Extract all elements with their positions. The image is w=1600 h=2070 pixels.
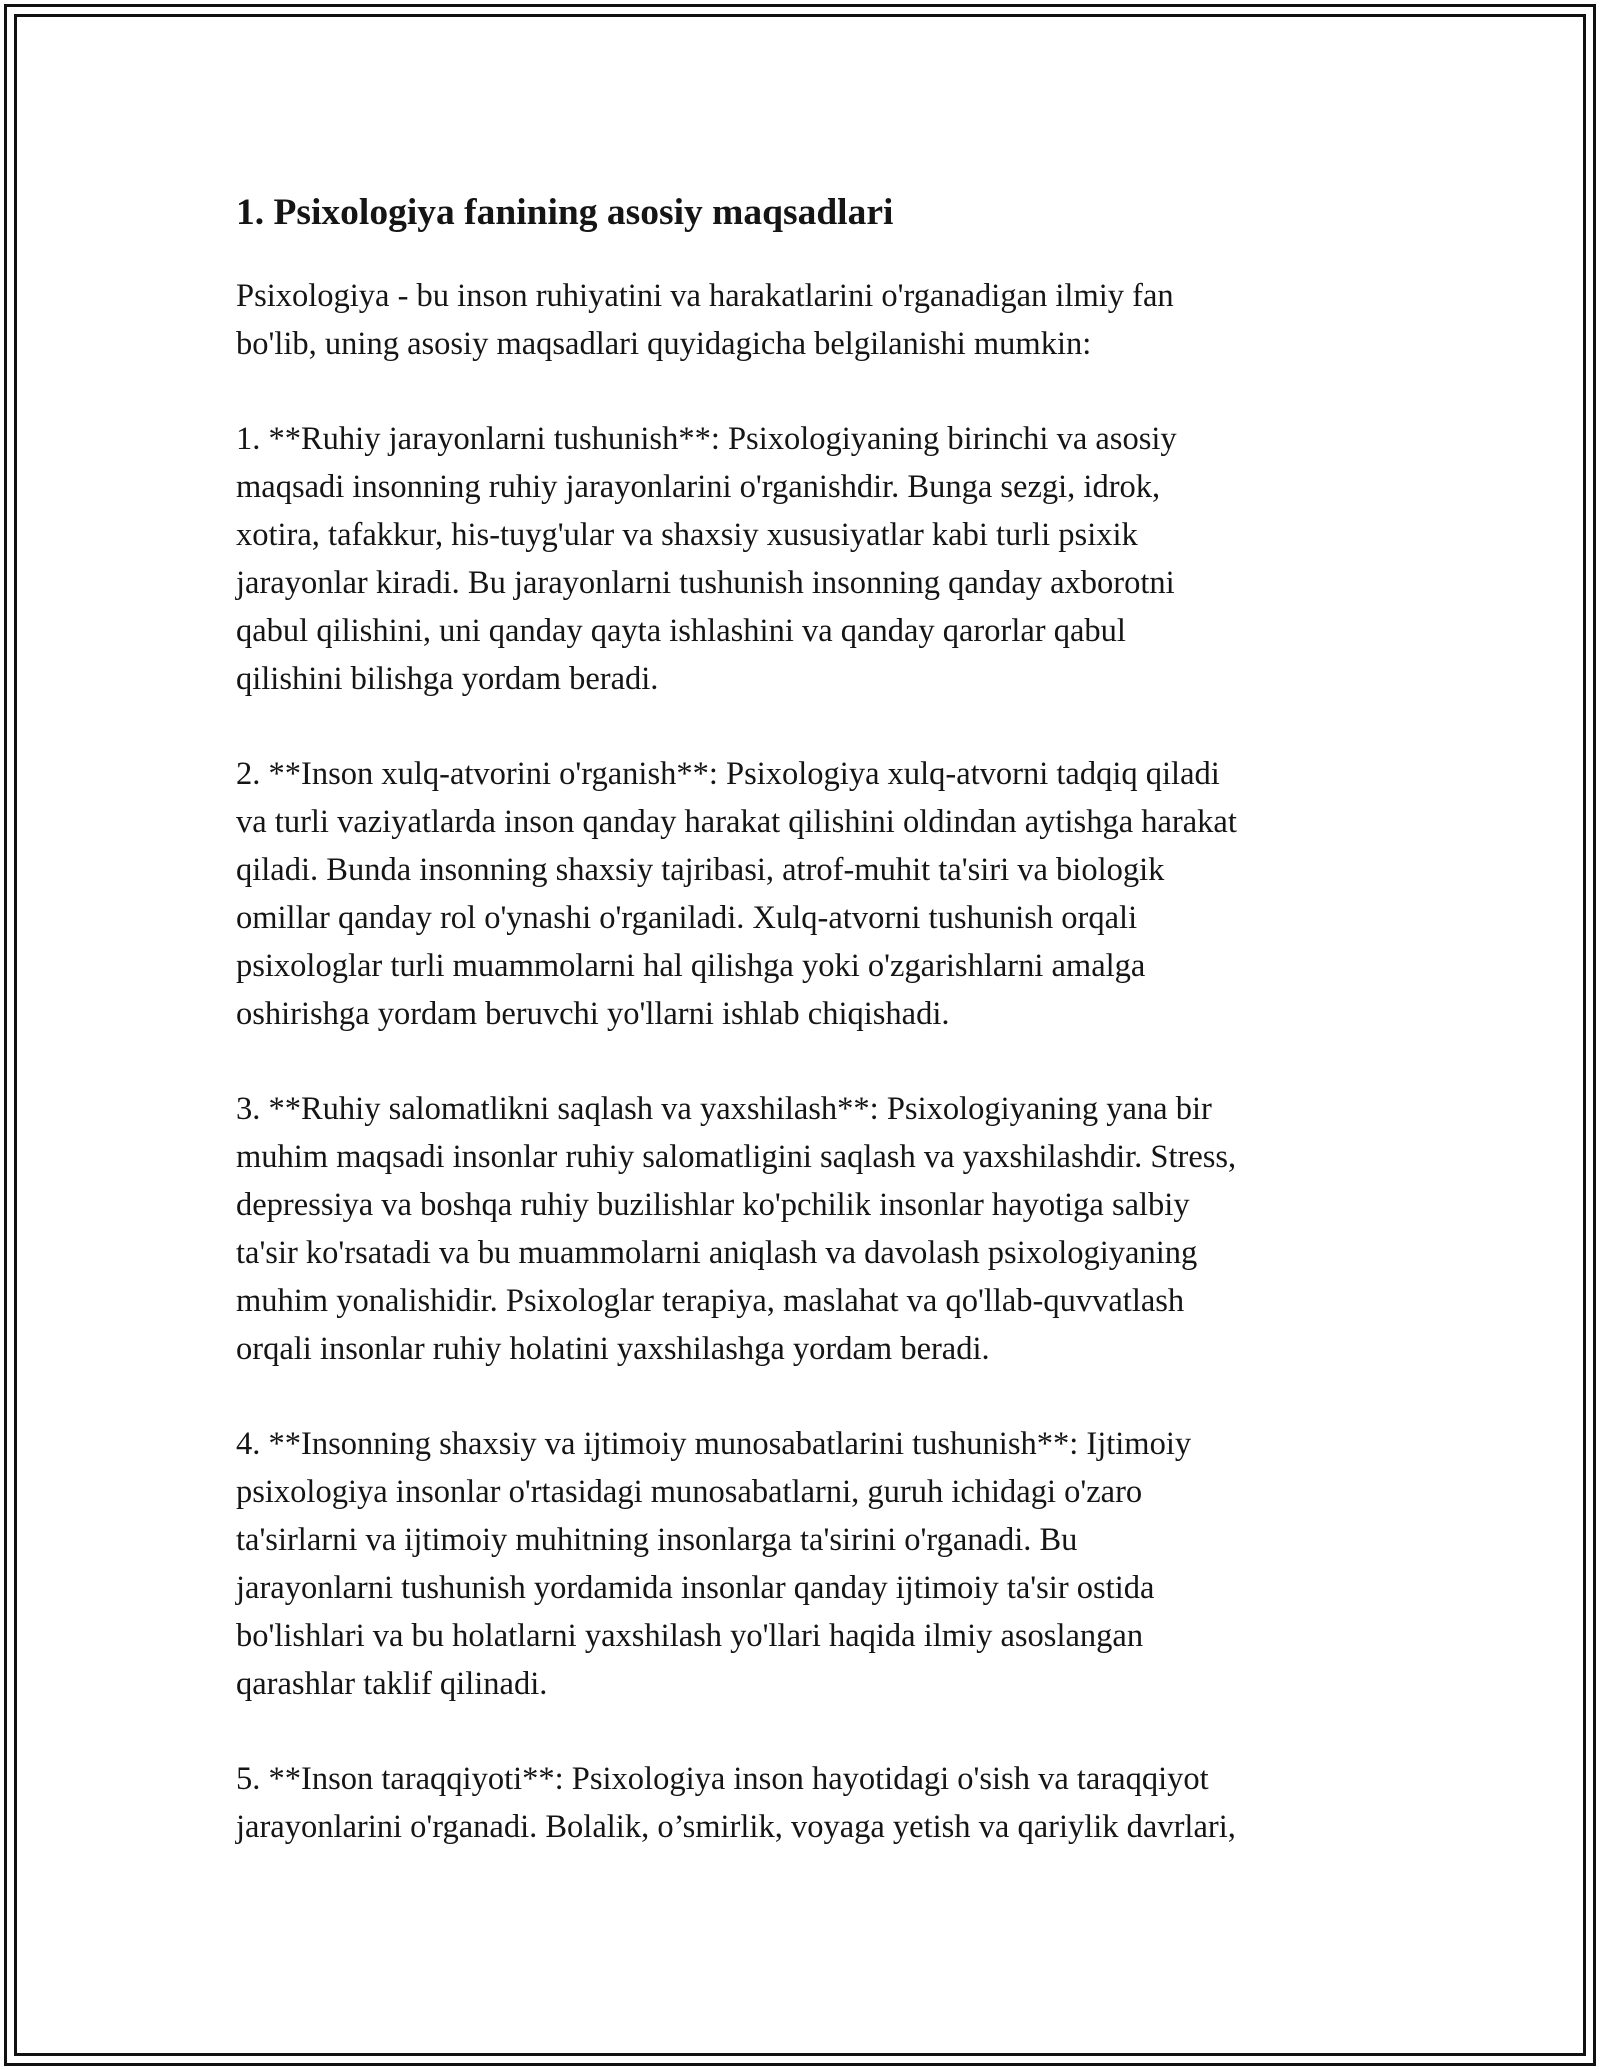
intro-line: Psixologiya - bu inson ruhiyatini va harakatlarini o'rganadigan ilmiy fan [236, 278, 1174, 314]
section-4-line: bo'lishlari va bu holatlarni yaxshilash yo'llari haqida ilmiy asoslangan [236, 1618, 1144, 1654]
section-1-line: jarayonlar kiradi. Bu jarayonlarni tushunish insonning qanday axborotni [236, 565, 1175, 601]
section-3-line: 3. **Ruhiy salomatlikni saqlash va yaxshilash**: Psixologiyaning yana bir [236, 1091, 1212, 1127]
section-3-line: depressiya va boshqa ruhiy buzilishlar ko'pchilik insonlar hayotiga salbiy [236, 1187, 1190, 1223]
section-3-line: orqali insonlar ruhiy holatini yaxshilashga yordam beradi. [236, 1331, 990, 1367]
intro-paragraph [236, 272, 1386, 368]
section-2-paragraph [236, 750, 1386, 1038]
document-body [236, 185, 1386, 1851]
section-1-line: xotira, tafakkur, his-tuyg'ular va shaxsiy xususiyatlar kabi turli psixik [236, 517, 1138, 553]
document-title: 1. Psixologiya fanining asosiy maqsadlari [236, 192, 894, 233]
section-2-line: psixologlar turli muammolarni hal qilishga yoki o'zgarishlarni amalga [236, 948, 1146, 984]
section-2-line: omillar qanday rol o'ynashi o'rganiladi. Xulq-atvorni tushunish orqali [236, 900, 1138, 936]
section-3-line: muhim yonalishidir. Psixologlar terapiya, maslahat va qo'llab-quvvatlash [236, 1283, 1185, 1319]
section-5-line: jarayonlarini o'rganadi. Bolalik, o’smirlik, voyaga yetish va qariylik davrlari, [236, 1809, 1236, 1845]
section-2-line: va turli vaziyatlarda inson qanday harakat qilishini oldindan aytishga harakat [236, 804, 1237, 840]
section-3-paragraph [236, 1085, 1386, 1373]
section-2-line: oshirishga yordam beruvchi yo'llarni ishlab chiqishadi. [236, 996, 950, 1032]
section-2-line: qiladi. Bunda insonning shaxsiy tajribasi, atrof-muhit ta'siri va biologik [236, 852, 1165, 888]
section-4-line: qarashlar taklif qilinadi. [236, 1666, 548, 1702]
section-1-line: maqsadi insonning ruhiy jarayonlarini o'rganishdir. Bunga sezgi, idrok, [236, 469, 1161, 505]
section-1-line: qilishini bilishga yordam beradi. [236, 661, 659, 697]
section-4-paragraph [236, 1420, 1386, 1708]
section-5-paragraph [236, 1755, 1386, 1851]
section-4-line: ta'sirlarni va ijtimoiy muhitning insonlarga ta'sirini o'rganadi. Bu [236, 1522, 1078, 1558]
intro-line: bo'lib, uning asosiy maqsadlari quyidagicha belgilanishi mumkin: [236, 326, 1092, 362]
section-3-line: muhim maqsadi insonlar ruhiy salomatligini saqlash va yaxshilashdir. Stress, [236, 1139, 1237, 1175]
section-4-line: jarayonlarni tushunish yordamida insonlar qanday ijtimoiy ta'sir ostida [236, 1570, 1155, 1606]
section-1-paragraph [236, 415, 1386, 703]
section-5-line: 5. **Inson taraqqiyoti**: Psixologiya inson hayotidagi o'sish va taraqqiyot [236, 1761, 1209, 1797]
section-4-line: psixologiya insonlar o'rtasidagi munosabatlarni, guruh ichidagi o'zaro [236, 1474, 1143, 1510]
section-1-line: 1. **Ruhiy jarayonlarni tushunish**: Psixologiyaning birinchi va asosiy [236, 421, 1177, 457]
section-1-line: qabul qilishini, uni qanday qayta ishlashini va qanday qarorlar qabul [236, 613, 1126, 649]
section-2-line: 2. **Inson xulq-atvorini o'rganish**: Psixologiya xulq-atvorni tadqiq qiladi [236, 756, 1220, 792]
section-3-line: ta'sir ko'rsatadi va bu muammolarni aniqlash va davolash psixologiyaning [236, 1235, 1198, 1271]
section-4-line: 4. **Insonning shaxsiy va ijtimoiy munosabatlarini tushunish**: Ijtimoiy [236, 1426, 1192, 1462]
